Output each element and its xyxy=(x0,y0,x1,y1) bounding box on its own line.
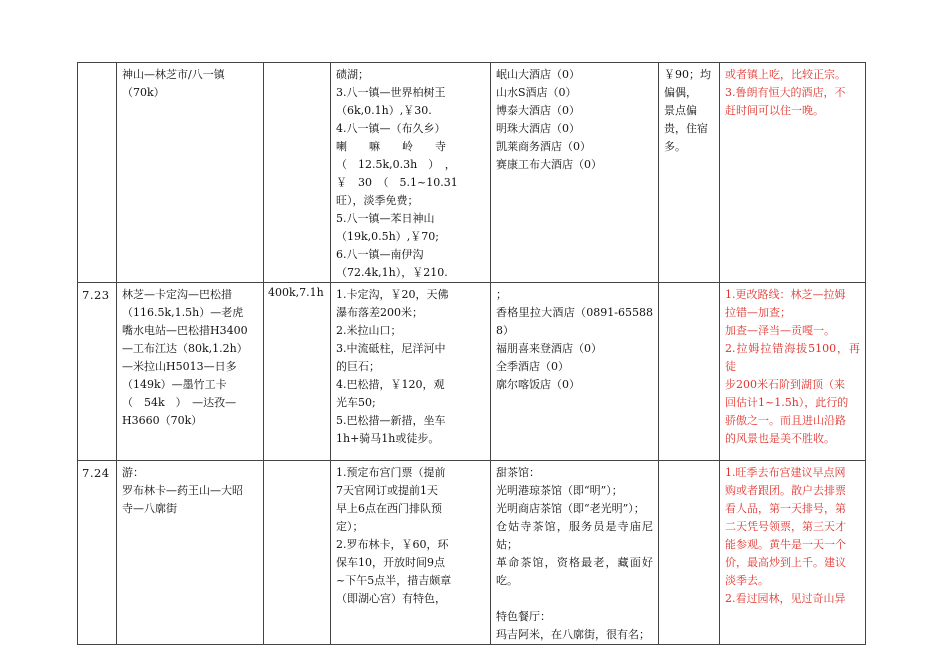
plan-line: 5.八一镇—苯日神山 xyxy=(336,212,435,225)
route-line: 嘴水电站—巴松措H3400 xyxy=(122,324,248,337)
notes-line: 二天凭号领票，第三天才 xyxy=(725,520,846,533)
table-row xyxy=(78,63,866,283)
plan-line: 喇 嘛 岭 寺 xyxy=(336,140,446,153)
hotels-line: 光明商店茶馆（即“老光明”）； xyxy=(496,502,645,515)
plan-line: ~下午5点半，措吉颇章 xyxy=(336,574,452,587)
price-line: 景点偏 xyxy=(664,104,697,117)
plan-line: 1.卡定沟，￥20，天佛 xyxy=(336,288,449,301)
distance-cell xyxy=(264,461,331,645)
route-line: H3660（70k） xyxy=(122,414,203,427)
route-line: 游： xyxy=(122,466,144,479)
plan-line: 3.中流砥柱，尼洋河中 xyxy=(336,342,446,355)
hotel-cell xyxy=(491,63,659,283)
plan-line: （ 12.5k,0.3h ） ， xyxy=(336,158,456,171)
plan-line: 旺），淡季免费； xyxy=(336,194,419,207)
notes-line: 价，最高炒到上千。建议 xyxy=(725,556,846,569)
date-label: 7.23 xyxy=(82,288,110,302)
plan-line: 瀑布落差200米； xyxy=(336,306,423,319)
date-label: 7.24 xyxy=(82,466,110,480)
date-cell xyxy=(78,283,117,461)
price-cell xyxy=(659,63,720,283)
plan-line: 定）； xyxy=(336,520,364,533)
plan-line: （72.4k,1h），￥210. xyxy=(336,266,448,279)
route-cell xyxy=(117,283,264,461)
distance-value: 400k,7.1h xyxy=(268,286,324,299)
hotels-line: 博泰大酒店（0） xyxy=(496,104,580,117)
price-line: 偏偶， xyxy=(664,86,697,99)
hotels-line: 山水S酒店（0） xyxy=(496,86,577,99)
route-line: （70k） xyxy=(122,86,165,99)
price-line: 多。 xyxy=(664,140,686,153)
route-line: 寺—八廓街 xyxy=(122,502,177,515)
date-label xyxy=(78,63,116,68)
notes-line: 2.看过园林，见过奇山异 xyxy=(725,592,846,605)
hotels-line: ； xyxy=(496,288,507,301)
hotels-line: 香格里拉大酒店（0891-655888） xyxy=(496,306,653,337)
notes-line: 回估计1~1.5h），此行的 xyxy=(725,396,849,409)
date-cell xyxy=(78,461,117,645)
notes-line: 看人品，第一天排号，第 xyxy=(725,502,846,515)
hotel-cell xyxy=(491,461,659,645)
hotels-line: 赛康工布大酒店（0） xyxy=(496,158,602,171)
hotels-line: 廓尔喀饭店（0） xyxy=(496,378,580,391)
notes-line: 能参观。黄牛是一天一个 xyxy=(725,538,846,551)
price-line: 贵，住宿 xyxy=(664,122,708,135)
plan-cell xyxy=(331,63,491,283)
route-line: （116.5k,1.5h）—老虎 xyxy=(122,306,244,319)
notes-line: 1.旺季去布宫建议早点网 xyxy=(725,466,846,479)
route-cell xyxy=(117,63,264,283)
distance-value xyxy=(264,461,330,464)
plan-cell xyxy=(331,283,491,461)
distance-value xyxy=(264,63,330,66)
notes-line: 的风景也是美不胜收。 xyxy=(725,432,835,445)
route-line: —工布江达（80k,1.2h） xyxy=(122,342,248,355)
table-row xyxy=(78,283,866,461)
plan-line: 碛湖； xyxy=(336,68,369,81)
table-row xyxy=(78,461,866,645)
plan-line: 光车50; xyxy=(336,396,376,409)
notes-line: 步200米石阶到湖顶（来 xyxy=(725,378,845,391)
plan-line: 保车10，开放时间9点 xyxy=(336,556,445,569)
notes-cell xyxy=(720,461,866,645)
hotels-line: 岷山大酒店（0） xyxy=(496,68,580,81)
notes-line: 加查—泽当—贡嘎一。 xyxy=(725,324,835,337)
route-line: （ 54k ） —达孜— xyxy=(122,396,237,409)
plan-cell xyxy=(331,461,491,645)
notes-line: 淡季去。 xyxy=(725,574,769,587)
plan-line: 5.巴松措—新措，坐车 xyxy=(336,414,446,427)
plan-line: 的巨石； xyxy=(336,360,380,373)
distance-cell xyxy=(264,63,331,283)
notes-line: 2.拉姆拉错海拔5100，再徒 xyxy=(725,342,860,373)
plan-line: 早上6点在西门排队预 xyxy=(336,502,442,515)
route-line: （149k）—墨竹工卡 xyxy=(122,378,227,391)
plan-line: （19k,0.5h）,￥70; xyxy=(336,230,439,243)
hotels-line: 玛吉阿米，在八廓街，很有名； xyxy=(496,628,650,641)
plan-line: 2.罗布林卡，￥60，环 xyxy=(336,538,449,551)
plan-line: （6k,0.1h）,￥30. xyxy=(336,104,432,117)
price-cell xyxy=(659,283,720,461)
plan-line: （即湖心宫）有特色， xyxy=(336,592,446,605)
route-line: —米拉山H5013—日多 xyxy=(122,360,237,373)
notes-cell xyxy=(720,283,866,461)
route-cell xyxy=(117,461,264,645)
hotel-cell xyxy=(491,283,659,461)
plan-line: 6.八一镇—南伊沟 xyxy=(336,248,424,261)
plan-line: 2.米拉山口； xyxy=(336,324,402,337)
price-cell xyxy=(659,461,720,645)
hotels-line: 光明港琼茶馆（即“明”）； xyxy=(496,484,623,497)
plan-line: 3.八一镇—世界柏树王 xyxy=(336,86,446,99)
hotels-line: 特色餐厅： xyxy=(496,610,551,623)
notes-line: 骄傲之一。而且进山沿路 xyxy=(725,414,846,427)
hotels-line: 福朋喜来登酒店（0） xyxy=(496,342,602,355)
plan-line: 4.八一镇—（布久乡） xyxy=(336,122,446,135)
price-line: ￥90；均 xyxy=(664,68,711,81)
hotels-line: 全季酒店（0） xyxy=(496,360,569,373)
plan-line: 1.预定布宫门票（提前 xyxy=(336,466,446,479)
notes-line: 赶时间可以住一晚。 xyxy=(725,104,824,117)
plan-line: 4.巴松措，￥120，观 xyxy=(336,378,445,391)
notes-line: 或者镇上吃，比较正宗。 xyxy=(725,68,846,81)
route-line: 神山—林芝市/八一镇 xyxy=(122,68,225,81)
date-cell xyxy=(78,63,117,283)
hotels-line: 明珠大酒店（0） xyxy=(496,122,580,135)
plan-line: ￥ 30 （ 5.1~10.31 xyxy=(336,176,458,189)
distance-cell xyxy=(264,283,331,461)
notes-line: 拉错—加查； xyxy=(725,306,791,319)
notes-cell xyxy=(720,63,866,283)
hotels-line: 仓姑寺茶馆，服务员是寺庙尼姑； xyxy=(496,520,653,551)
notes-line: 1.更改路线：林芝—拉姆 xyxy=(725,288,846,301)
hotels-line: 凯莱商务酒店（0） xyxy=(496,140,591,153)
itinerary-table xyxy=(77,62,866,645)
plan-line: 7天官网订或提前1天 xyxy=(336,484,438,497)
notes-line: 3.鲁朗有恒大的酒店，不 xyxy=(725,86,846,99)
hotels-line xyxy=(496,590,653,608)
notes-line: 购或者跟团。散户去排票 xyxy=(725,484,846,497)
plan-line: 1h+骑马1h或徒步。 xyxy=(336,432,440,445)
hotels-line: 甜茶馆： xyxy=(496,466,540,479)
route-line: 罗布林卡—药王山—大昭 xyxy=(122,484,243,497)
hotels-line: 革命茶馆，资格最老，藏面好吃。 xyxy=(496,556,653,587)
route-line: 林芝—卡定沟—巴松措 xyxy=(122,288,232,301)
